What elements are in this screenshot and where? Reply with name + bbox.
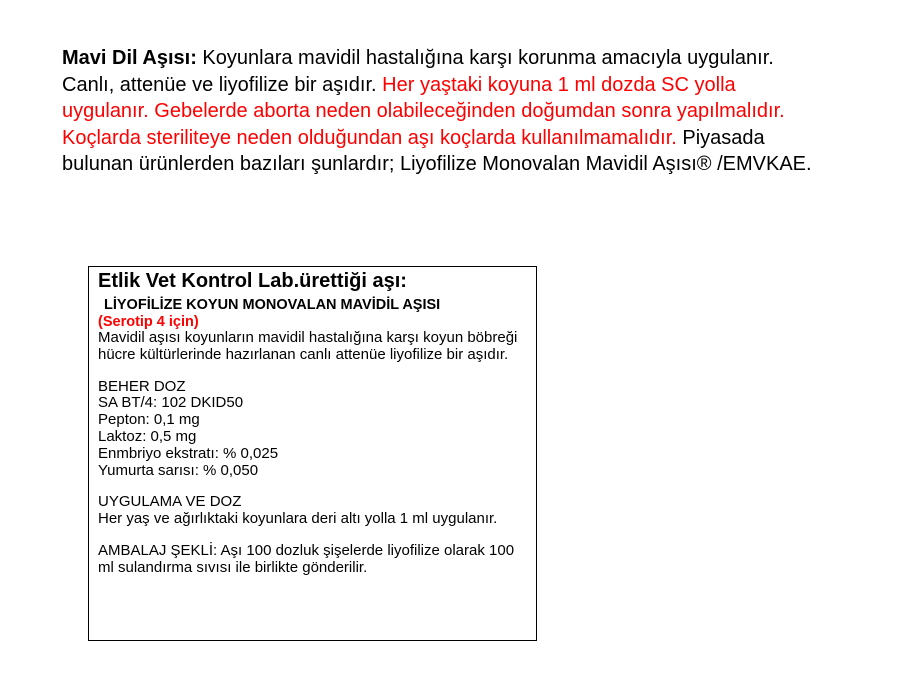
dose-item: Yumurta sarısı: % 0,050: [98, 461, 259, 479]
dose-item: Enmbriyo ekstratı: % 0,025: [98, 444, 279, 462]
packaging-section: [98, 543, 527, 577]
product-name: LİYOFİLİZE KOYUN MONOVALAN MAVİDİL AŞISI: [104, 297, 441, 313]
box-title: Etlik Vet Kontrol Lab.ürettiği aşı:: [98, 270, 407, 292]
intro-text-1: Koyunlara mavidil hastalığına karşı korunma amacıyla uygulanır. Canlı, attenüe ve liyofilize bir aşıdır.: [62, 47, 774, 96]
usage-text: Her yaş ve ağırlıktaki koyunlara deri altı yolla 1 ml uygulanır.: [98, 510, 498, 528]
packaging-text: AMBALAJ ŞEKLİ: Aşı 100 dozluk şişelerde liyofilize olarak 100 ml sulandırma sıvısı ile birlikte gönderilir.: [98, 541, 515, 576]
intro-lead: Mavi Dil Aşısı:: [62, 47, 197, 69]
intro-red-text: Her yaştaki koyuna 1 ml dozda SC yolla uygulanır. Gebelerde aborta neden olabileceğinden doğumdan sonra yapılmalıdır. Koçlarda steriliteye neden olduğundan aşı koçlarda kullanılmamalıdır.: [62, 73, 785, 149]
dose-item: Laktoz: 0,5 mg: [98, 427, 197, 445]
intro-paragraph: [62, 45, 822, 178]
intro-text-2: Piyasada bulunan ürünlerden bazıları şunlardır; Liyofilize Monovalan Mavidil Aşısı® /EMVKAE.: [62, 126, 812, 176]
serotype-label: (Serotip 4 için): [98, 314, 199, 330]
dose-item: Pepton: 0,1 mg: [98, 411, 200, 429]
dose-heading: BEHER DOZ: [98, 377, 186, 395]
vaccine-description: Mavidil aşısı koyunların mavidil hastalığına karşı koyun böbreği hücre kültürlerinde hazırlanan canlı attenüe liyofilize bir aşıdır.: [98, 329, 518, 363]
vaccine-info-box: [88, 266, 537, 641]
dose-section: [98, 379, 527, 480]
dose-item: SA BT/4: 102 DKID50: [98, 394, 244, 412]
usage-section: [98, 494, 527, 528]
usage-heading: UYGULAMA VE DOZ: [98, 493, 242, 511]
